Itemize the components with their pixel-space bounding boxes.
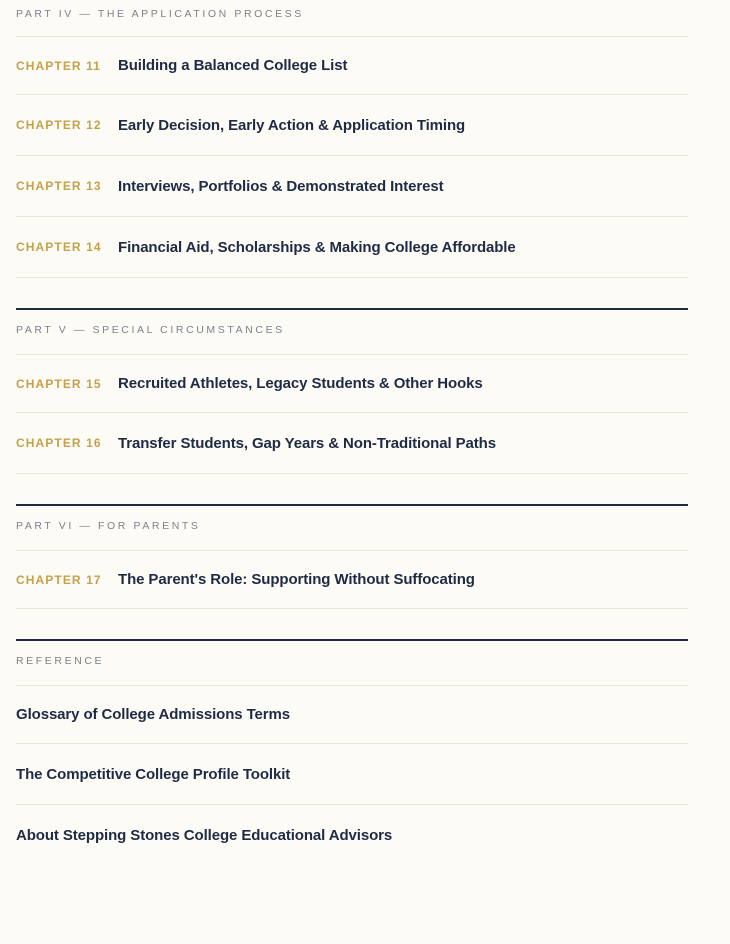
chapter-number: CHAPTER 11 xyxy=(16,58,102,73)
part-heading: PART VI — FOR PARENTS xyxy=(16,506,688,551)
chapter-title[interactable]: Interviews, Portfolios & Demonstrated Interest xyxy=(118,177,444,195)
section-spacer xyxy=(16,474,688,504)
chapter-number: CHAPTER 12 xyxy=(16,118,102,132)
section-spacer xyxy=(16,609,688,639)
chapter-number: CHAPTER 14 xyxy=(16,240,102,254)
reference-item-glossary[interactable] xyxy=(16,686,688,744)
reference-heading: REFERENCE xyxy=(16,641,688,686)
chapter-title[interactable]: Financial Aid, Scholarships & Making College Affordable xyxy=(118,238,516,256)
table-of-contents xyxy=(16,0,688,866)
chapter-title[interactable]: Early Decision, Early Action & Application Timing xyxy=(118,116,466,134)
chapter-title[interactable]: Building a Balanced College List xyxy=(118,57,348,74)
chapter-row-12[interactable] xyxy=(16,95,688,156)
chapter-row-16[interactable] xyxy=(16,413,688,474)
chapter-row-11[interactable] xyxy=(16,37,688,95)
chapter-title[interactable]: Recruited Athletes, Legacy Students & Other Hooks xyxy=(118,375,483,392)
reference-title[interactable]: About Stepping Stones College Educational Advisors xyxy=(16,827,393,844)
chapter-title[interactable]: Transfer Students, Gap Years & Non-Traditional Paths xyxy=(118,434,496,452)
reference-title[interactable]: The Competitive College Profile Toolkit xyxy=(16,765,291,783)
chapter-number: CHAPTER 17 xyxy=(16,572,102,587)
chapter-number: CHAPTER 13 xyxy=(16,179,102,193)
chapter-number: CHAPTER 15 xyxy=(16,376,102,391)
part-heading: PART IV — THE APPLICATION PROCESS xyxy=(16,0,688,37)
chapter-row-17[interactable] xyxy=(16,551,688,609)
chapter-row-13[interactable] xyxy=(16,156,688,217)
reference-item-about[interactable] xyxy=(16,805,688,866)
reference-item-toolkit[interactable] xyxy=(16,744,688,805)
chapter-row-15[interactable] xyxy=(16,355,688,413)
chapter-title[interactable]: The Parent's Role: Supporting Without Suffocating xyxy=(118,571,475,588)
part-heading: PART V — SPECIAL CIRCUMSTANCES xyxy=(16,310,688,355)
chapter-row-14[interactable] xyxy=(16,217,688,278)
reference-title[interactable]: Glossary of College Admissions Terms xyxy=(16,706,290,723)
section-spacer xyxy=(16,278,688,308)
chapter-number: CHAPTER 16 xyxy=(16,436,102,450)
